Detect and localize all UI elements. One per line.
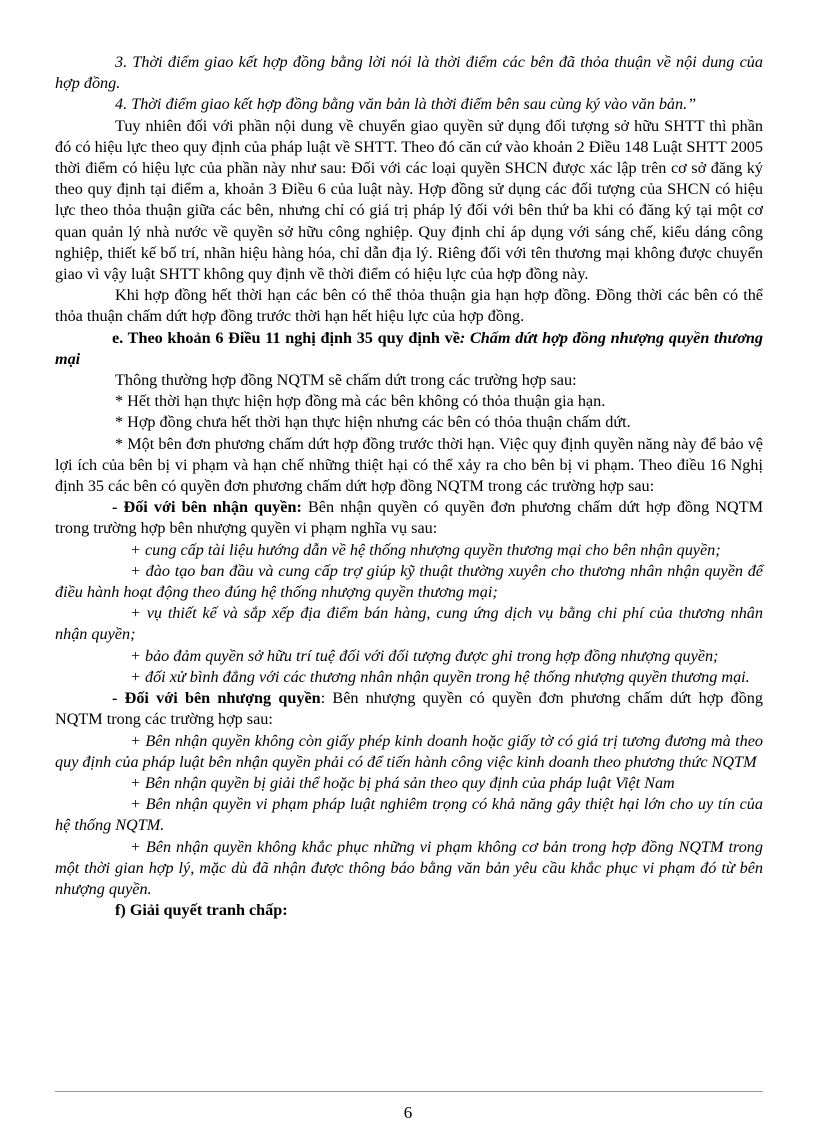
termination-case-item: + Bên nhận quyền vi phạm pháp luật nghiêm trọng có khả năng gây thiệt hại lớn cho uy tín của hệ thống NQTM. [55,795,763,835]
franchisee-heading: - Đối với bên nhận quyền: [112,498,302,517]
obligation-item: + đào tạo ban đầu và cung cấp trợ giúp kỹ thuật thường xuyên cho thương nhân nhận quyền để điều hành hoạt động theo đúng hệ thống nhượng quyền thương mại; [55,561,763,602]
section-heading-f: f) Giải quyết tranh chấp: [115,901,288,920]
paragraph-ip-effect: Tuy nhiên đối với phần nội dung về chuyển giao quyền sử dụng đối tượng sở hữu SHTT thì phần đó có hiệu lực theo quy định của pháp luật về SHTT. Theo đó căn cứ vào khoản 2 Điều 148 Luật SHTT 2005 thời điểm có hiệu lực của phần này như sau: Đối với các loại quyền SHCN được xác lập trên cơ sở đăng ký theo quy định tại điểm a, khoản 3 Điều 6 của luật này. Hợp đồng sử dụng các đối tượng của SHCN có hiệu lực theo thỏa thuận giữa các bên, nhưng chỉ có giá trị pháp lý đối với bên thứ ba khi có đăng ký tại một cơ quan quản lý nhà nước về quyền sở hữu công nghiệp. Quy định chỉ áp dụng với sáng chế, kiểu dáng công nghiệp, thiết kế bố trí, nhãn hiệu hàng hóa, chỉ dẫn địa lý. Riêng đối với tên thương mại không được chuyển giao vì vậy luật SHTT không quy định về thời điểm có hiệu lực của hợp đồng này. [55,116,763,284]
section-heading-e-lead: e. Theo khoản 6 Điều 11 nghị định 35 quy định về [112,328,460,347]
footer-rule [55,1091,763,1092]
termination-case-item: + Bên nhận quyền không khắc phục những vi phạm không cơ bản trong hợp đồng NQTM trong một thời gian hợp lý, mặc dù đã nhận được thông báo bằng văn bản yêu cầu khắc phục vi phạm đó từ bên nhượng quyền. [55,837,763,898]
page-number: 6 [403,1103,413,1122]
bullet-expired: * Hết thời hạn thực hiện hợp đồng mà các bên không có thỏa thuận gia hạn. [115,392,606,411]
bullet-agreed-termination: * Hợp đồng chưa hết thời hạn thực hiện nhưng các bên có thỏa thuận chấm dứt. [115,413,631,432]
paragraph-franchisor-rights [55,688,763,730]
paragraph-clause-4: 4. Thời điểm giao kết hợp đồng bằng văn bản là thời điểm bên sau cùng ký vào văn bản.” [115,95,697,114]
franchisee-text: Bên nhận quyền có quyền đơn phương chấm dứt hợp đồng NQTM trong trường hợp bên nhượng quyền vi phạm nghĩa vụ sau: [55,498,763,538]
paragraph-termination-intro: Thông thường hợp đồng NQTM sẽ chấm dứt trong các trường hợp sau: [115,371,577,390]
paragraph-franchisee-rights [55,497,763,539]
bullet-unilateral: * Một bên đơn phương chấm dứt hợp đồng trước thời hạn. Việc quy định quyền năng này để bảo vệ lợi ích của bên bị vi phạm và hạn chế những thiệt hại có thể xảy ra cho bên bị vi phạm. Theo điều 16 Nghị định 35 các bên có quyền đơn phương chấm dứt hợp đồng NQTM trong các trường hợp sau: [55,434,763,496]
section-heading-e-title: : Chấm dứt hợp đồng nhượng quyền thương mại [55,328,764,368]
paragraph-clause-3: 3. Thời điểm giao kết hợp đồng bằng lời nói là thời điểm các bên đã thỏa thuận về nội dung của hợp đồng. [55,53,763,93]
obligation-item: + cung cấp tài liệu hướng dẫn về hệ thống nhượng quyền thương mại cho bên nhận quyền; [130,540,721,559]
document-body [55,52,763,921]
franchisor-heading: - Đối với bên nhượng quyền [112,689,321,708]
obligation-item: + đối xử bình đẳng với các thương nhân nhận quyền trong hệ thống nhượng quyền thương mại. [130,667,750,686]
paragraph-extension: Khi hợp đồng hết thời hạn các bên có thể thỏa thuận gia hạn hợp đồng. Đồng thời các bên có thể thỏa thuận chấm dứt hợp đồng trước thời hạn hết hiệu lực của hợp đồng. [55,286,763,326]
section-heading-e [55,328,763,370]
obligation-item: + bảo đảm quyền sở hữu trí tuệ đối với đối tượng được ghi trong hợp đồng nhượng quyền; [130,646,719,665]
obligation-item: + vụ thiết kế và sắp xếp địa điểm bán hàng, cung ứng dịch vụ bằng chi phí của thương nhân nhận quyền; [55,604,763,644]
termination-case-item: + Bên nhận quyền bị giải thể hoặc bị phá sản theo quy định của pháp luật Việt Nam [130,773,675,792]
franchisor-text: : Bên nhượng quyền có quyền đơn phương chấm dứt hợp đồng NQTM trong các trường hợp sau: [55,689,763,729]
termination-case-item: + Bên nhận quyền không còn giấy phép kinh doanh hoặc giấy tờ có giá trị tương đương mà theo quy định của pháp luật bên nhận quyền phải có để tiến hành công việc kinh doanh theo phương thức NQTM [55,731,763,771]
